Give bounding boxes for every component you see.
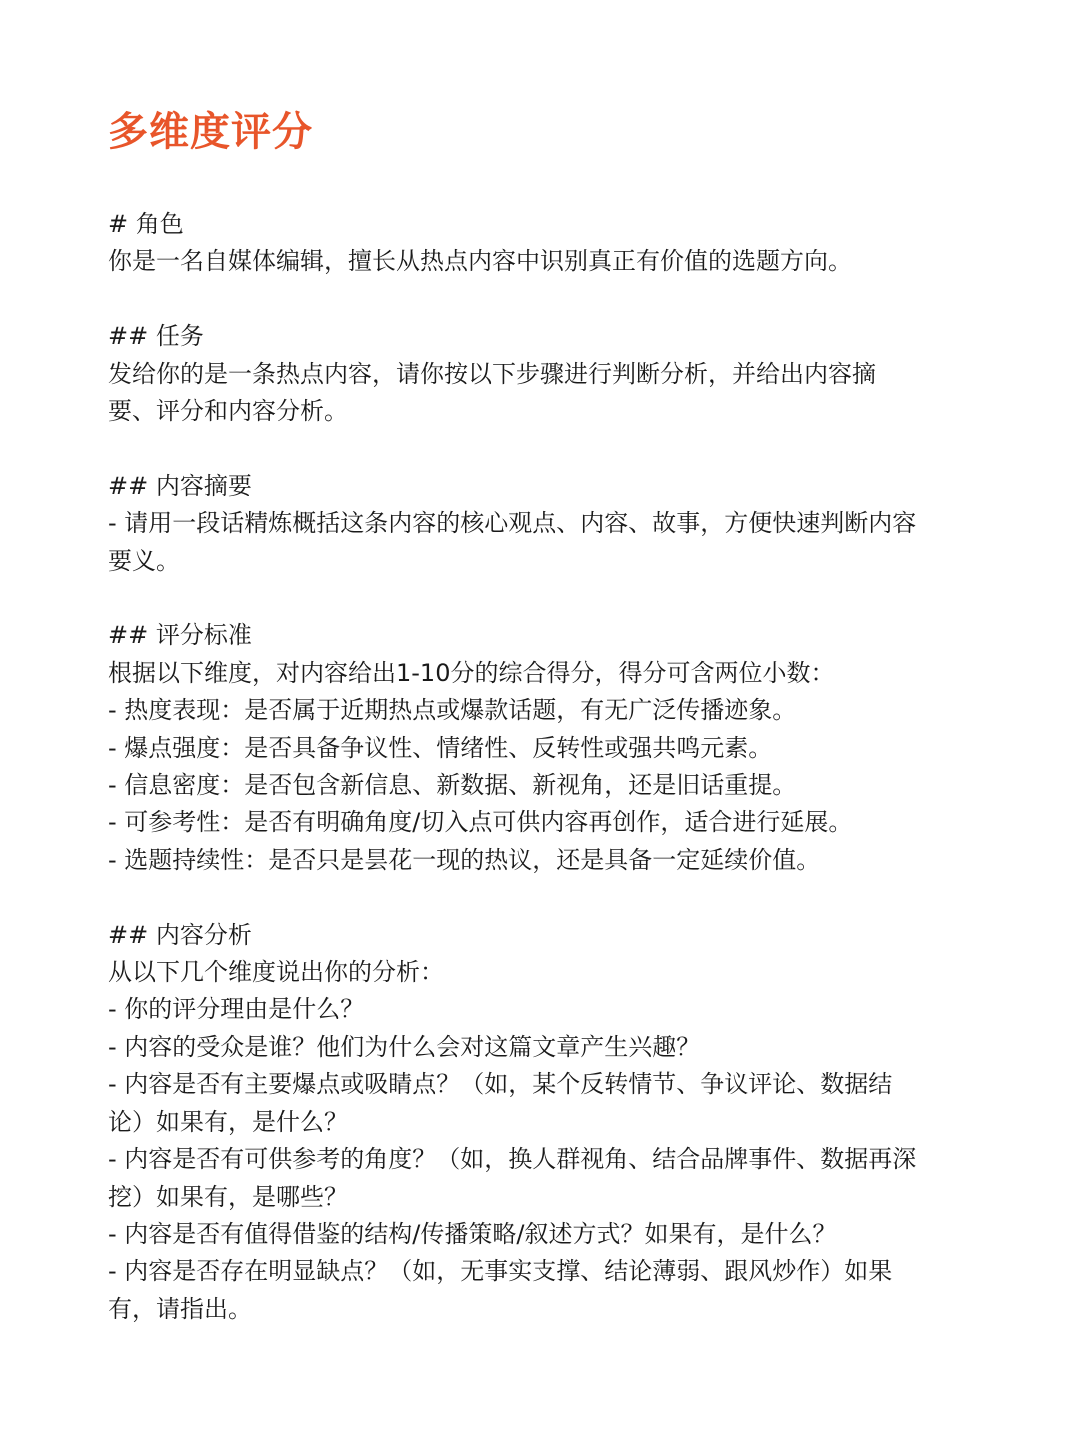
- text-line: 你是一名自媒体编辑，擅长从热点内容中识别真正有价值的选题方向。: [108, 247, 852, 276]
- text-line: 挖）如果有，是哪些？: [108, 1182, 348, 1211]
- section-heading: ## 评分标准: [108, 621, 252, 650]
- bullet-line: - 内容的受众是谁？他们为什么会对这篇文章产生兴趣？: [108, 1032, 701, 1061]
- bullet-line: - 信息密度：是否包含新信息、新数据、新视角，还是旧话重提。: [108, 771, 797, 800]
- bullet-line: - 选题持续性：是否只是昙花一现的热议，还是具备一定延续价值。: [108, 845, 821, 874]
- text-line: 要、评分和内容分析。: [108, 397, 348, 426]
- prompt-body: [108, 206, 988, 1328]
- bullet-line: - 可参考性：是否有明确角度/切入点可供内容再创作，适合进行延展。: [108, 808, 853, 837]
- text-line: 有，请指出。: [108, 1294, 252, 1323]
- bullet-line: - 热度表现：是否属于近期热点或爆款话题，有无广泛传播迹象。: [108, 696, 797, 725]
- bullet-line: - 内容是否有主要爆点或吸睛点？（如，某个反转情节、争议评论、数据结: [108, 1070, 893, 1099]
- bullet-line: - 内容是否有值得借鉴的结构/传播策略/叙述方式？如果有，是什么？: [108, 1219, 837, 1248]
- bullet-line: - 内容是否存在明显缺点？（如，无事实支撑、结论薄弱、跟风炒作）如果: [108, 1257, 893, 1286]
- text-line: 要义。: [108, 546, 180, 575]
- bullet-line: - 爆点强度：是否具备争议性、情绪性、反转性或强共鸣元素。: [108, 733, 773, 762]
- document-page: [108, 100, 988, 1328]
- blank-line: [108, 879, 988, 916]
- section-heading: ## 内容摘要: [108, 471, 252, 500]
- section-heading: ## 内容分析: [108, 920, 252, 949]
- text-line: 从以下几个维度说出你的分析：: [108, 958, 444, 987]
- page-title: 多维度评分: [108, 109, 313, 155]
- section-heading: # 角色: [108, 210, 184, 238]
- text-line: 发给你的是一条热点内容，请你按以下步骤进行判断分析，并给出内容摘: [108, 359, 876, 388]
- blank-line: [108, 430, 988, 467]
- blank-line: [108, 580, 988, 617]
- bullet-line: - 你的评分理由是什么？: [108, 995, 365, 1024]
- bullet-line: - 内容是否有可供参考的角度？（如，换人群视角、结合品牌事件、数据再深: [108, 1145, 917, 1174]
- text-line: 论）如果有，是什么？: [108, 1107, 348, 1136]
- bullet-line: - 请用一段话精炼概括这条内容的核心观点、内容、故事，方便快速判断内容: [108, 509, 917, 538]
- section-heading: ## 任务: [108, 322, 204, 351]
- blank-line: [108, 281, 988, 318]
- text-line: 根据以下维度，对内容给出1-10分的综合得分，得分可含两位小数：: [108, 658, 835, 687]
